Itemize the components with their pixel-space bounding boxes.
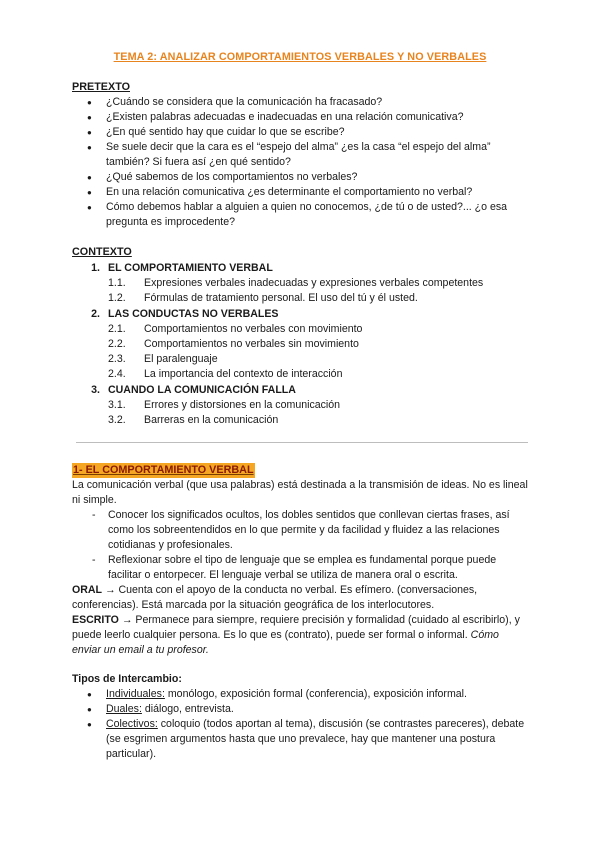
- outline-sublabel: Barreras en la comunicación: [144, 414, 279, 426]
- outline-subnumber: 1.2.: [108, 292, 126, 304]
- tipo-label: Individuales:: [106, 688, 165, 700]
- outline-subnumber: 2.2.: [108, 338, 126, 350]
- outline-section: [72, 261, 528, 276]
- escrito-label: ESCRITO: [72, 614, 119, 626]
- outline-section: [72, 383, 528, 398]
- dash-list: [72, 508, 528, 583]
- outline-label: CUANDO LA COMUNICACIÓN FALLA: [108, 384, 296, 396]
- outline-subnumber: 1.1.: [108, 277, 126, 289]
- list-item: ● ¿Existen palabras adecuadas e inadecuadas en una relación comunicativa?: [72, 110, 528, 125]
- tipo-text: diálogo, entrevista.: [141, 703, 234, 715]
- outline-number: 2.: [91, 308, 100, 320]
- list-item: ● En una relación comunicativa ¿es determinante el comportamiento no verbal?: [72, 185, 528, 200]
- escrito-paragraph: [72, 613, 528, 658]
- outline-subitem: [72, 367, 528, 382]
- section-divider: [76, 442, 528, 443]
- outline-label: EL COMPORTAMIENTO VERBAL: [108, 262, 273, 274]
- oral-label: ORAL: [72, 584, 103, 596]
- outline-sublabel: Comportamientos no verbales con movimiento: [144, 323, 363, 335]
- oral-paragraph: [72, 583, 528, 613]
- document-title: TEMA 2: ANALIZAR COMPORTAMIENTOS VERBALES Y NO VERBALES: [113, 51, 487, 63]
- outline-subitem: [72, 352, 528, 367]
- outline-subitem: [72, 322, 528, 337]
- contexto-outline: [72, 261, 528, 428]
- list-item: [72, 687, 528, 702]
- outline-sublabel: La importancia del contexto de interacción: [144, 368, 343, 380]
- outline-label: LAS CONDUCTAS NO VERBALES: [108, 308, 279, 320]
- tipo-label: Colectivos:: [106, 718, 158, 730]
- section-intro: La comunicación verbal (que usa palabras) está destinada a la transmisión de ideas. No es lineal ni simple.: [72, 479, 528, 506]
- outline-section: [72, 307, 528, 322]
- outline-sublabel: Errores y distorsiones en la comunicación: [144, 399, 341, 411]
- outline-subnumber: 2.3.: [108, 353, 126, 365]
- list-item: ● ¿En qué sentido hay que cuidar lo que se escribe?: [72, 125, 528, 140]
- outline-subnumber: 3.1.: [108, 399, 126, 411]
- document-page: [72, 50, 528, 762]
- pretexto-list: [72, 95, 528, 230]
- escrito-italic-note: Cómo enviar un email a tu profesor.: [72, 629, 499, 656]
- outline-number: 1.: [91, 262, 100, 274]
- outline-sublabel: El paralenguaje: [144, 353, 218, 365]
- list-item: - Conocer los significados ocultos, los dobles sentidos que conllevan ciertas frases, así como los sobreentendidos en lo que permite y da facilidad y fluidez a las relaciones cotidianas y profesionales.: [72, 508, 528, 553]
- tipos-list: [72, 687, 528, 762]
- list-item: ● Cómo debemos hablar a alguien a quien no conocemos, ¿de tú o de usted?... ¿o esa pregunta es improcedente?: [72, 200, 528, 230]
- outline-subitem: [72, 413, 528, 428]
- outline-sublabel: Comportamientos no verbales sin movimiento: [144, 338, 359, 350]
- outline-subitem: [72, 276, 528, 291]
- tipos-heading: Tipos de Intercambio:: [72, 673, 182, 685]
- escrito-text: → Permanece para siempre, requiere precisión y formalidad (cuidado al escribirlo), y puede leerlo cualquier persona. Es lo que es (contrato), puede ser formal o informal.: [72, 614, 520, 641]
- outline-subnumber: 3.2.: [108, 414, 126, 426]
- tipo-text: monólogo, exposición formal (conferencia), exposición informal.: [164, 688, 467, 700]
- outline-number: 3.: [91, 384, 100, 396]
- outline-sublabel: Expresiones verbales inadecuadas y expresiones verbales competentes: [144, 277, 484, 289]
- pretexto-heading: PRETEXTO: [72, 81, 130, 93]
- outline-subnumber: 2.1.: [108, 323, 126, 335]
- section-heading: [72, 463, 255, 478]
- outline-subnumber: 2.4.: [108, 368, 126, 380]
- list-item: - Reflexionar sobre el tipo de lenguaje que se emplea es fundamental porque puede facilitar o entorpecer. El lenguaje verbal se utiliza de manera oral o escrita.: [72, 553, 528, 583]
- list-item: ● Se suele decir que la cara es el “espejo del alma” ¿es la casa “el espejo del alma” también? Si fuera así ¿en qué sentido?: [72, 140, 528, 170]
- outline-subitem: [72, 398, 528, 413]
- outline-subitem: [72, 337, 528, 352]
- list-item: [72, 717, 528, 762]
- oral-text: → Cuenta con el apoyo de la conducta no verbal. Es efímero. (conversaciones, conferencias). Está marcada por la situación geográfica de los interlocutores.: [72, 584, 478, 611]
- tipo-label: Duales:: [106, 703, 142, 715]
- section-heading-text: 1- EL COMPORTAMIENTO VERBAL: [73, 464, 254, 476]
- list-item: ● ¿Cuándo se considera que la comunicación ha fracasado?: [72, 95, 528, 110]
- tipo-text: coloquio (todos aportan al tema), discusión (se contrastes pareceres), debate (se esgrimen argumentos hasta que uno prevalece, hay que mantener una postura particular).: [106, 718, 525, 760]
- outline-subitem: [72, 291, 528, 306]
- outline-sublabel: Fórmulas de tratamiento personal. El uso del tú y él usted.: [144, 292, 418, 304]
- list-item: [72, 702, 528, 717]
- list-item: ● ¿Qué sabemos de los comportamientos no verbales?: [72, 170, 528, 185]
- contexto-heading: CONTEXTO: [72, 246, 132, 258]
